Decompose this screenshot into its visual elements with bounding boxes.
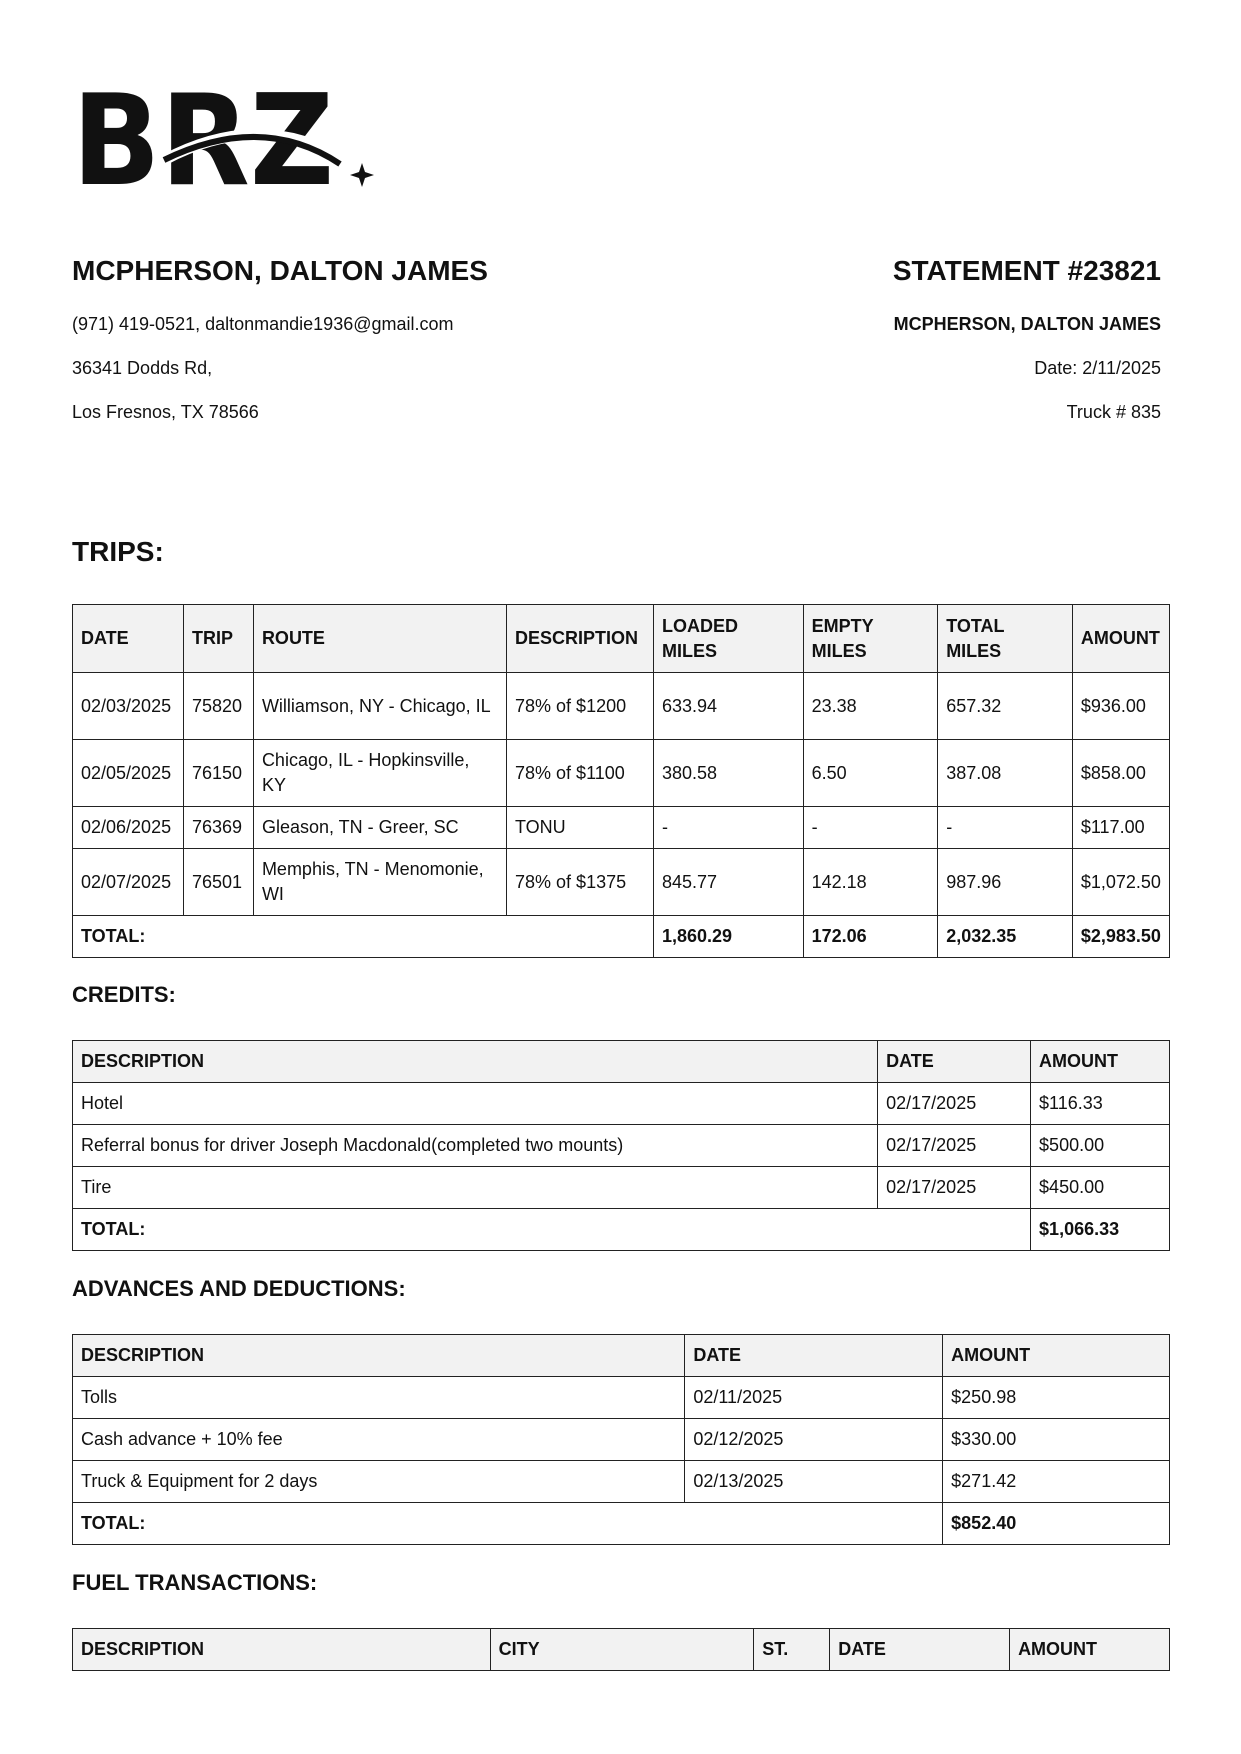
table-row	[73, 1083, 1170, 1125]
trip-description: 78% of $1200	[507, 673, 654, 740]
advances-header-row	[73, 1335, 1170, 1377]
truck-number: Truck # 835	[1066, 402, 1161, 422]
driver-contact: (971) 419-0521, daltonmandie1936@gmail.com	[72, 314, 454, 334]
fuel-col-description: DESCRIPTION	[73, 1629, 491, 1671]
credit-description: Tire	[73, 1167, 878, 1209]
advance-description: Tolls	[73, 1377, 685, 1419]
advances-col-amount: AMOUNT	[943, 1335, 1170, 1377]
credits-total-row	[73, 1209, 1170, 1251]
trips-col-loaded-miles: LOADED MILES	[653, 605, 803, 673]
advance-description: Cash advance + 10% fee	[73, 1419, 685, 1461]
fuel-heading: FUEL TRANSACTIONS:	[72, 1570, 318, 1595]
trips-col-total-miles: TOTAL MILES	[938, 605, 1073, 673]
credits-col-description: DESCRIPTION	[73, 1041, 878, 1083]
advances-heading: ADVANCES AND DEDUCTIONS:	[72, 1276, 406, 1301]
credits-heading: CREDITS:	[72, 982, 176, 1007]
trips-col-trip: TRIP	[183, 605, 253, 673]
table-row	[73, 740, 1170, 807]
trip-route: Memphis, TN - Menomonie, WI	[253, 849, 506, 916]
fuel-table	[72, 1628, 1170, 1671]
trip-description: 78% of $1375	[507, 849, 654, 916]
credit-amount: $500.00	[1031, 1125, 1170, 1167]
trips-table	[72, 604, 1170, 958]
advance-date: 02/13/2025	[685, 1461, 943, 1503]
trip-date: 02/03/2025	[73, 673, 184, 740]
trip-date: 02/05/2025	[73, 740, 184, 807]
credit-amount: $450.00	[1031, 1167, 1170, 1209]
credits-col-amount: AMOUNT	[1031, 1041, 1170, 1083]
trips-header-row	[73, 605, 1170, 673]
statement-driver-name: MCPHERSON, DALTON JAMES	[893, 314, 1161, 334]
trip-loaded-miles: 633.94	[653, 673, 803, 740]
table-row	[73, 1419, 1170, 1461]
trip-empty-miles: 142.18	[803, 849, 938, 916]
trip-number: 76150	[183, 740, 253, 807]
advances-col-description: DESCRIPTION	[73, 1335, 685, 1377]
credits-header-row	[73, 1041, 1170, 1083]
trips-total-loaded: 1,860.29	[653, 916, 803, 958]
advance-description: Truck & Equipment for 2 days	[73, 1461, 685, 1503]
statement-date: Date: 2/11/2025	[1034, 358, 1161, 378]
advances-total-label: TOTAL:	[73, 1503, 943, 1545]
credit-date: 02/17/2025	[878, 1125, 1031, 1167]
driver-city: Los Fresnos, TX 78566	[72, 402, 259, 422]
table-row	[73, 807, 1170, 849]
trip-amount: $936.00	[1072, 673, 1169, 740]
trip-route: Williamson, NY - Chicago, IL	[253, 673, 506, 740]
trips-total-empty: 172.06	[803, 916, 938, 958]
advance-amount: $271.42	[943, 1461, 1170, 1503]
fuel-header-row	[73, 1629, 1170, 1671]
credit-description: Hotel	[73, 1083, 878, 1125]
trip-total-miles: -	[938, 807, 1073, 849]
trip-amount: $117.00	[1072, 807, 1169, 849]
trip-route: Gleason, TN - Greer, SC	[253, 807, 506, 849]
trip-description: 78% of $1100	[507, 740, 654, 807]
credits-table	[72, 1040, 1170, 1251]
trips-col-amount: AMOUNT	[1072, 605, 1169, 673]
advance-date: 02/12/2025	[685, 1419, 943, 1461]
credits-total-amount: $1,066.33	[1031, 1209, 1170, 1251]
company-logo	[72, 80, 382, 190]
credits-total-label: TOTAL:	[73, 1209, 1031, 1251]
table-row	[73, 1377, 1170, 1419]
advance-amount: $250.98	[943, 1377, 1170, 1419]
trip-total-miles: 657.32	[938, 673, 1073, 740]
trips-heading: TRIPS:	[72, 536, 164, 567]
trips-col-date: DATE	[73, 605, 184, 673]
trips-total-miles: 2,032.35	[938, 916, 1073, 958]
table-row	[73, 1125, 1170, 1167]
trip-empty-miles: 6.50	[803, 740, 938, 807]
fuel-col-city: CITY	[490, 1629, 754, 1671]
table-row	[73, 849, 1170, 916]
table-row	[73, 1461, 1170, 1503]
advance-date: 02/11/2025	[685, 1377, 943, 1419]
credit-date: 02/17/2025	[878, 1167, 1031, 1209]
trips-col-description: DESCRIPTION	[507, 605, 654, 673]
trip-number: 76369	[183, 807, 253, 849]
advances-col-date: DATE	[685, 1335, 943, 1377]
table-row	[73, 673, 1170, 740]
trip-number: 75820	[183, 673, 253, 740]
trip-amount: $1,072.50	[1072, 849, 1169, 916]
statement-title: STATEMENT #23821	[892, 255, 1161, 286]
svg-text:BRZ: BRZ	[72, 80, 334, 190]
advance-amount: $330.00	[943, 1419, 1170, 1461]
fuel-col-date: DATE	[830, 1629, 1010, 1671]
credit-date: 02/17/2025	[878, 1083, 1031, 1125]
trip-amount: $858.00	[1072, 740, 1169, 807]
credits-col-date: DATE	[878, 1041, 1031, 1083]
trip-date: 02/07/2025	[73, 849, 184, 916]
driver-info	[72, 250, 488, 434]
trip-empty-miles: -	[803, 807, 938, 849]
trip-loaded-miles: -	[653, 807, 803, 849]
trip-description: TONU	[507, 807, 654, 849]
trips-total-amount: $2,983.50	[1072, 916, 1169, 958]
fuel-col-state: ST.	[754, 1629, 830, 1671]
credit-amount: $116.33	[1031, 1083, 1170, 1125]
advances-table	[72, 1334, 1170, 1545]
trip-date: 02/06/2025	[73, 807, 184, 849]
statement-info	[893, 250, 1161, 434]
advances-total-row	[73, 1503, 1170, 1545]
trip-total-miles: 387.08	[938, 740, 1073, 807]
trip-loaded-miles: 380.58	[653, 740, 803, 807]
table-row	[73, 1167, 1170, 1209]
trips-col-empty-miles: EMPTY MILES	[803, 605, 938, 673]
driver-street: 36341 Dodds Rd,	[72, 358, 213, 378]
trips-total-row	[73, 916, 1170, 958]
fuel-col-amount: AMOUNT	[1010, 1629, 1170, 1671]
credit-description: Referral bonus for driver Joseph Macdonald(completed two mounts)	[73, 1125, 878, 1167]
trip-empty-miles: 23.38	[803, 673, 938, 740]
trips-col-route: ROUTE	[253, 605, 506, 673]
driver-name: MCPHERSON, DALTON JAMES	[72, 255, 488, 286]
advances-total-amount: $852.40	[943, 1503, 1170, 1545]
trips-total-label: TOTAL:	[73, 916, 654, 958]
trip-loaded-miles: 845.77	[653, 849, 803, 916]
trip-number: 76501	[183, 849, 253, 916]
trip-total-miles: 987.96	[938, 849, 1073, 916]
trip-route: Chicago, IL - Hopkinsville, KY	[253, 740, 506, 807]
